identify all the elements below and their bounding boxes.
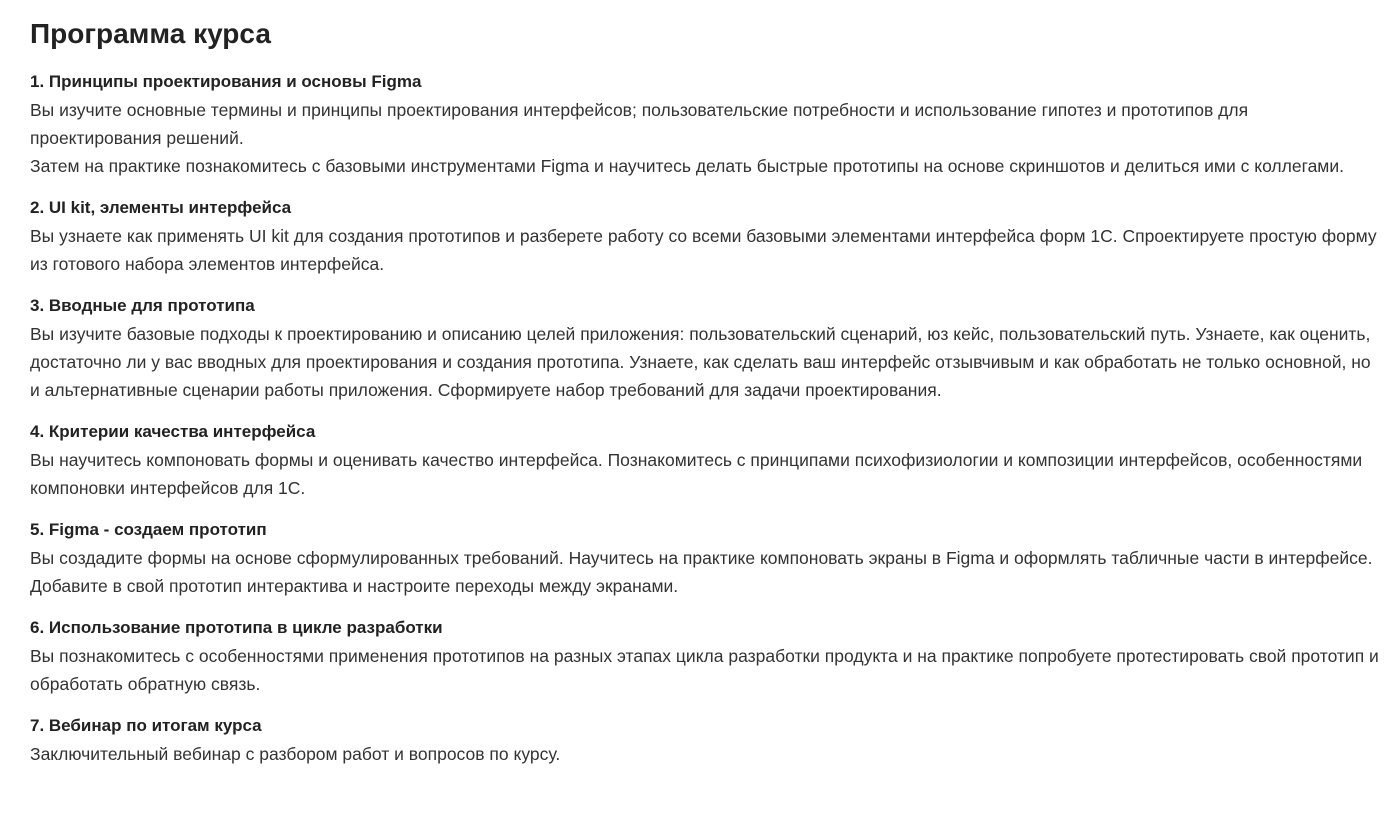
- page-title: Программа курса: [30, 18, 271, 49]
- module-heading: 1. Принципы проектирования и основы Figma: [30, 72, 422, 91]
- module-heading: 6. Использование прототипа в цикле разработки: [30, 618, 443, 637]
- module-description: Заключительный вебинар с разбором работ и вопросов по курсу.: [30, 744, 561, 764]
- module-description: Вы изучите основные термины и принципы проектирования интерфейсов; пользовательские потребности и использование гипотез и прототипов для проектирования решений.: [30, 100, 1249, 148]
- module-description: Вы научитесь компоновать формы и оценивать качество интерфейса. Познакомитесь с принципами психофизиологии и композиции интерфейсов, особенностями компоновки интерфейсов для 1С.: [30, 450, 1363, 498]
- module-description: Вы познакомитесь с особенностями применения прототипов на разных этапах цикла разработки продукта и на практике попробуете протестировать свой прототип и обработать обратную связь.: [30, 646, 1379, 694]
- course-module: [30, 418, 1380, 502]
- module-heading: 4. Критерии качества интерфейса: [30, 422, 316, 441]
- module-description: Затем на практике познакомитесь с базовыми инструментами Figma и научитесь делать быстрые прототипы на основе скриншотов и делиться ими с коллегами.: [30, 156, 1344, 176]
- course-module: [30, 68, 1380, 180]
- course-module: [30, 712, 1380, 768]
- sections-list: [30, 68, 1380, 768]
- course-module: [30, 516, 1380, 600]
- module-heading: 2. UI kit, элементы интерфейса: [30, 198, 292, 217]
- module-heading: 3. Вводные для прототипа: [30, 296, 255, 315]
- course-module: [30, 292, 1380, 404]
- module-heading: 5. Figma - создаем прототип: [30, 520, 267, 539]
- course-module: [30, 194, 1380, 278]
- course-module: [30, 614, 1380, 698]
- module-description: Вы узнаете как применять UI kit для создания прототипов и разберете работу со всеми базовыми элементами интерфейса форм 1С. Спроектируете простую форму из готового набора элементов интерфейса.: [30, 226, 1377, 274]
- module-description: Вы создадите формы на основе сформулированных требований. Научитесь на практике компоновать экраны в Figma и оформлять табличные части в интерфейсе. Добавите в свой прототип интерактива и настроите переходы между экранами.: [30, 548, 1373, 596]
- module-description: Вы изучите базовые подходы к проектированию и описанию целей приложения: пользовательский сценарий, юз кейс, пользовательский путь. Узнаете, как оценить, достаточно ли у вас вводных для проектирования и создания прототипа. Узнаете, как сделать ваш интерфейс отзывчивым и как обработать не только основной, но и альтернативные сценарии работы приложения. Сформируете набор требований для задачи проектирования.: [30, 324, 1371, 400]
- module-heading: 7. Вебинар по итогам курса: [30, 716, 262, 735]
